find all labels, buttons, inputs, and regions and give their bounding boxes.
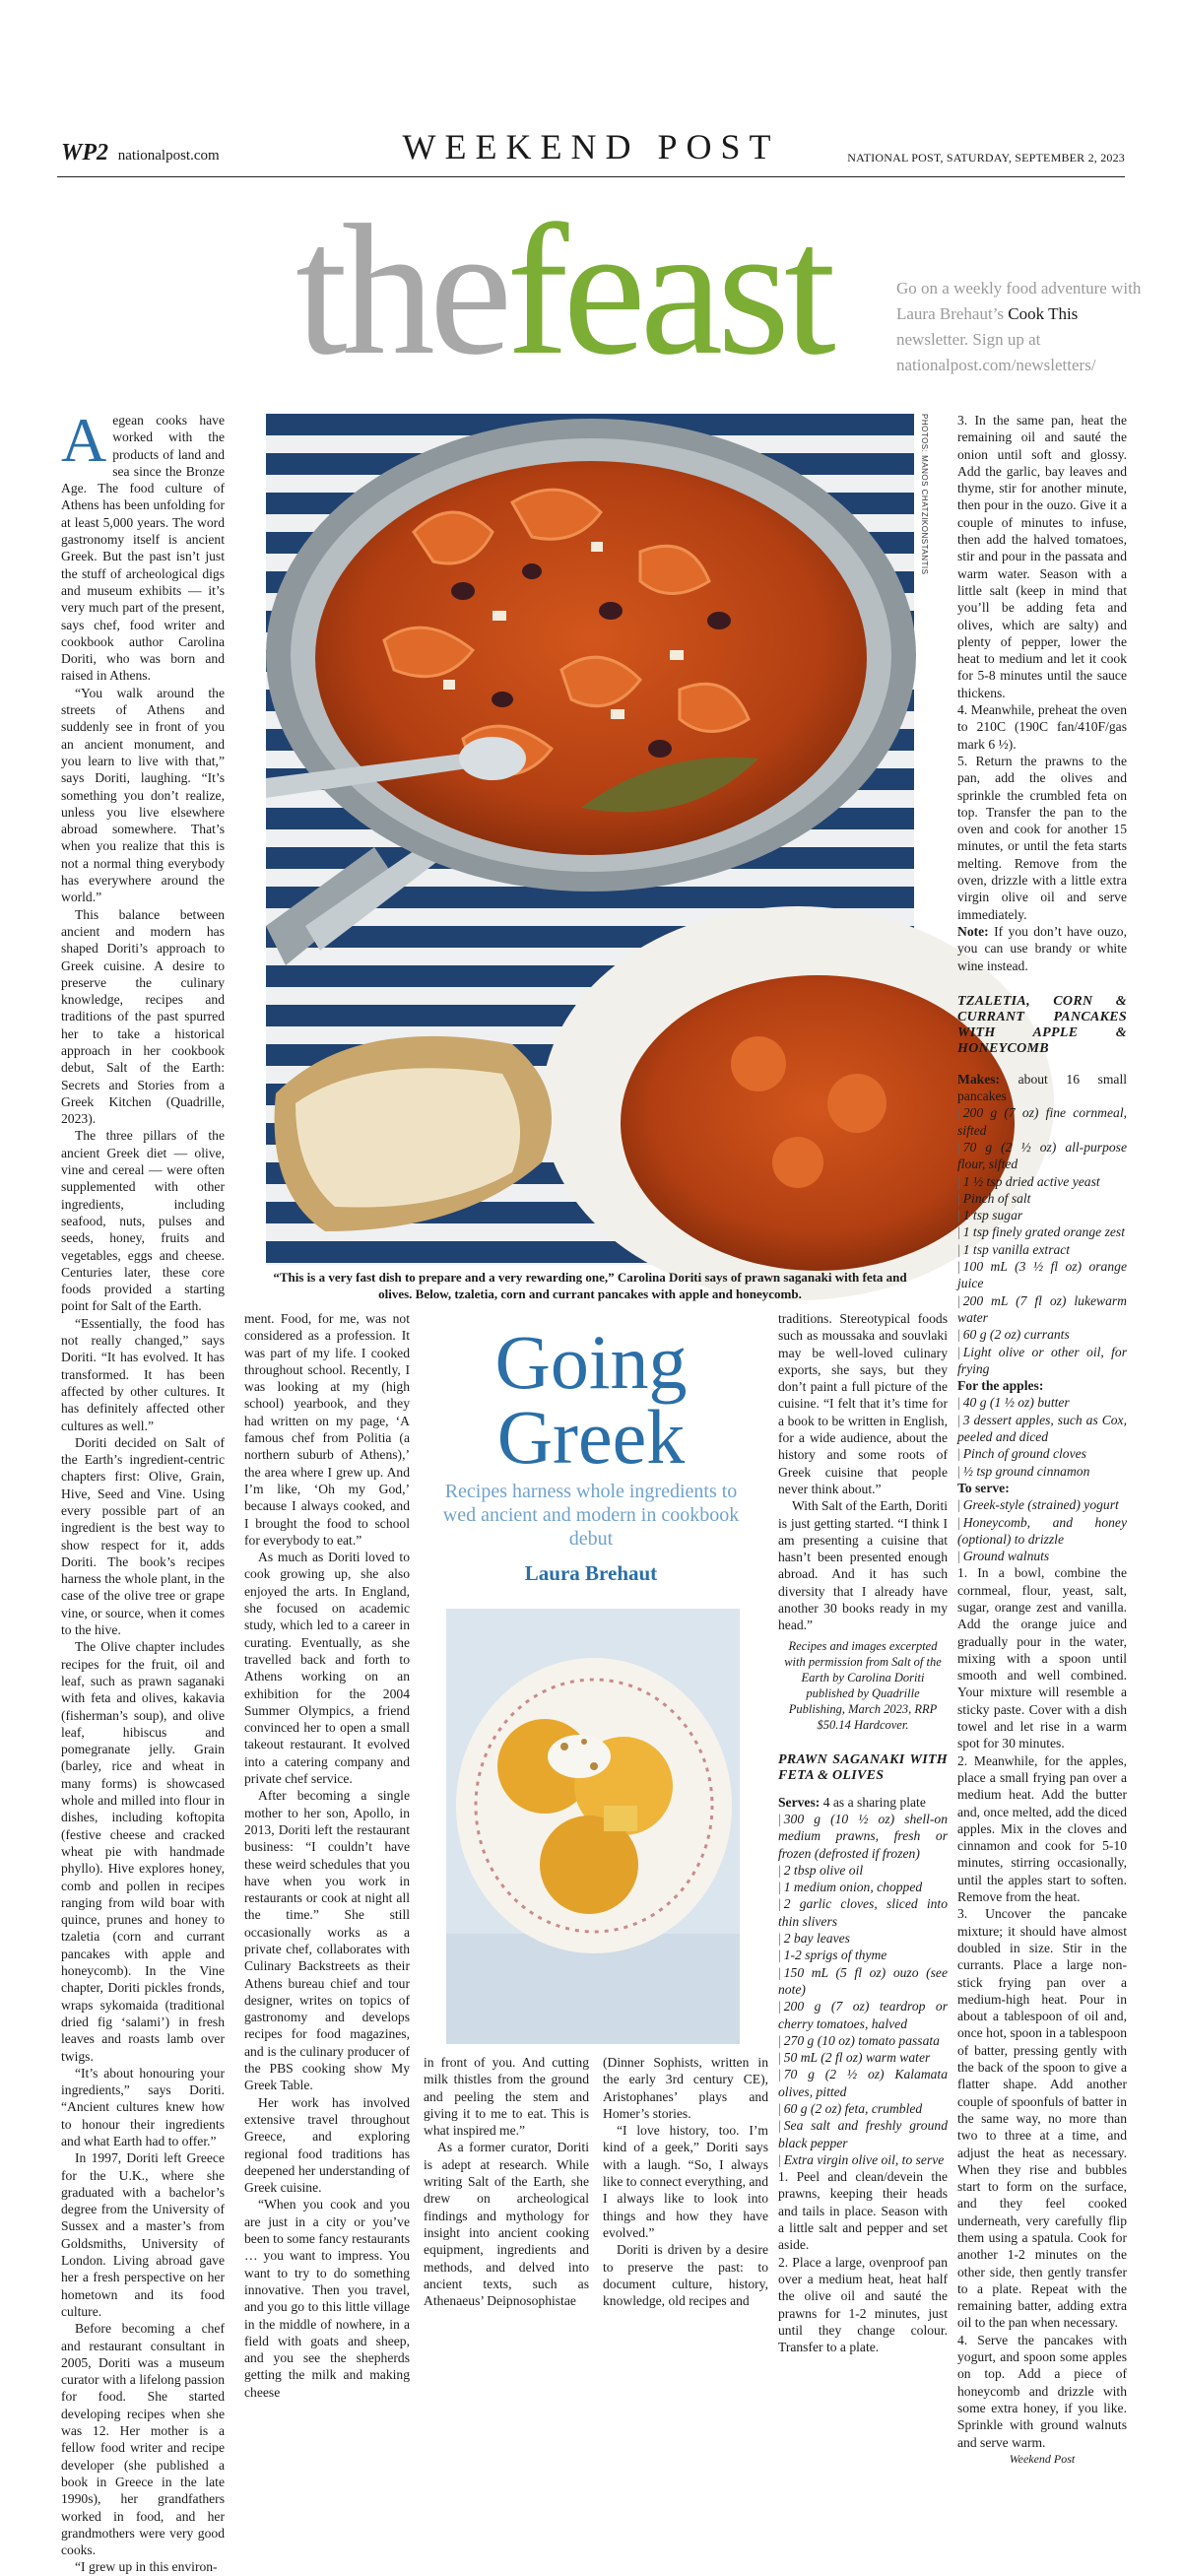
page-label: WP2 <box>61 140 108 165</box>
feast-logo-the: the <box>296 187 507 394</box>
feast-logo <box>296 187 830 394</box>
ingredient-item: | 3 dessert apples, such as Cox, peeled and diced <box>957 1412 1127 1445</box>
recipe-step: 1. Peel and clean/devein the prawns, keeping their heads and tails in place. Season with a little salt and pepper and set aside. <box>778 2169 948 2253</box>
recipe-note: Note: If you don’t have ouzo, you can use brandy or white wine instead. <box>957 923 1127 973</box>
recipe-step: 5. Return the prawns to the pan, add the olives and sprinkle the crumbled feta on top. Transfer the pan to the oven and cook for another 15 minutes, or until the feta starts melting. Remove from the oven, drizzle with a little extra virgin olive oil and serve immediately. <box>957 753 1127 922</box>
promo-link[interactable]: newsletter. Sign up at nationalpost.com/newsletters/ <box>896 330 1096 374</box>
tzaletia-makes: Makes: about 16 small pancakes <box>957 1071 1128 1104</box>
article-paragraph: As a former curator, Doriti is adept at research. While writing Salt of the Earth, she drew on archeological findings and mythology for insight into ancient cooking equipment, ingredients and methods, and delved into ancient texts, such as Athenaeus’ Deipnosophistae <box>424 2140 589 2309</box>
recipe-step: 4. Serve the pancakes with yogurt, and spoon some apples on top. Add a piece of honeycomb and drizzle with some extra honey, if you like. Sprinkle with ground walnuts and serve warm. <box>957 2332 1127 2450</box>
photo-credit: PHOTOS: MANOS CHATZIKONSTANTIS <box>920 414 929 575</box>
article-paragraph: “You walk around the streets of Athens and suddenly see in front of you an ancient monument, and you learn to live with that,” says Doriti, laughing. “It’s something you don’t realize, unless you live elsewhere abroad somewhere. That’s when you realize that this is not a normal thing everybody has everywhere around the world.” <box>61 685 225 905</box>
article-paragraph: Before becoming a chef and restaurant consultant in 2005, Doriti was a museum curator with a lifelong passion for food. She started developing recipes when she was 12. Her mother is a fellow food writer and recipe developer (she published a book in Greece in the late 1990s), her grandfathers worked in food, and her grandmothers were very good cooks. <box>61 2321 225 2558</box>
ingredient-item: | Pinch of ground cloves <box>957 1446 1086 1462</box>
ingredient-item: | 60 g (2 oz) currants <box>957 1327 1070 1343</box>
excerpt-credit: Recipes and images excerpted with permission from Salt of the Earth by Carolina Doriti published by Quadrille Publishing, March 2023, RRP $50.14 Hardcover. <box>784 1638 942 1732</box>
article-column-3 <box>424 2054 589 2309</box>
ingredient-item: | 2 tbsp olive oil <box>778 1862 864 1878</box>
ingredient-item: | 150 mL (5 fl oz) ouzo (see note) <box>778 1964 948 1997</box>
article-paragraph: This balance between ancient and modern has shaped Doriti’s approach to Greek cuisine. A desire to preserve the culinary knowledge, recipes and traditions of the past spurred her to take a historical approach in her cookbook debut, Salt of the Earth: Secrets and Stories from a Greek Kitchen (Quadrille, 2023). <box>61 906 225 1127</box>
article-paragraph: “When you cook and you are just in a city or you’ve been to some fancy restaurants … you want to impress. You want to try to do something innovative. Then you travel, and you go to this little village in the middle of nowhere, in a field with goats and sheep, and you see the shepherds getting the milk and making cheese <box>244 2197 410 2400</box>
recipe-step: 3. Uncover the pancake mixture; it should have almost doubled in size. Stir in the currants. Place a large non-stick frying pan over a medium-high heat. Pour in about a tablespoon of oil and, once hot, spoon in a tablespoon of batter, pressing gently with the back of the spoon to give a flatter shape. Add another couple of spoonfuls of batter in the same way, no more than two to three at a time, and adjust the heat as necessary. When they rise and bubbles start to form on the surface, and they feel cooked underneath, very carefully flip them using a spatula. Cook for another 1-2 minutes on the other side, then gently transfer to a plate. Repeat with the remaining batter, adding extra oil to the pan when necessary. <box>957 1906 1127 2331</box>
ingredient-item: | 1-2 sprigs of thyme <box>778 1948 887 1963</box>
article-paragraph: in front of you. And cutting milk thistles from the ground and peeling the stem and giving it to me to eat. This is what inspired me.” <box>424 2055 589 2139</box>
recipe-step: 2. Meanwhile, for the apples, place a small frying pan over a medium heat. Add the butter and, once melted, add the diced apples. Mix in the cloves and cinnamon and cook for 5-10 minutes, stirring occasionally, until the apples start to soften. Remove from the heat. <box>957 1752 1127 1905</box>
ingredient-item: | Extra virgin olive oil, to serve <box>778 2151 945 2167</box>
main-photo-prawn-saganaki <box>266 414 914 1265</box>
article-paragraph: ment. Food, for me, was not considered as a profession. It was part of my life. I cooked throughout school. Recently, I was looking at my (high school) yearbook, and they had written on my page, ‘A famous chef from Politia (a northern suburb of Athens),’ the area where I grew up. And I’m like, ‘Oh my God,’ because I always cooked, and I brought the food to school for everybody to eat.” <box>244 1311 410 1548</box>
ingredient-item: | 1 tsp vanilla extract <box>957 1241 1071 1257</box>
ingredient-item: | 1 ½ tsp dried active yeast <box>957 1173 1100 1189</box>
article-column-5 <box>778 1310 949 2355</box>
promo-newsletter-name: Cook This <box>1008 304 1079 323</box>
newsletter-promo <box>896 276 1152 378</box>
recipe-step: 1. In a bowl, combine the cornmeal, flour, yeast, salt, sugar, orange zest and vanilla. Add the orange juice and gradually pour in the water, mixing with a spoon until smooth and well combined. Your mixture will resemble a sticky paste. Cover with a dish towel and let rise in a warm spot for 30 minutes. <box>957 1565 1127 1751</box>
dateline: NATIONAL POST, SATURDAY, SEPTEMBER 2, 2023 <box>847 151 1125 165</box>
prawn-pan-illustration <box>266 414 914 1265</box>
article-paragraph: Aegean cooks have worked with the products of land and sea since the Bronze Age. The food culture of Athens has been unfolding for at least 5,000 years. The word gastronomy itself is ancient Greek. But the past isn’t just the stuff of archeological digs and museum exhibits — it’s very much part of the present, says chef, food writer and cookbook author Carolina Doriti, who was born and raised in Athens. <box>61 405 225 684</box>
ingredient-item: | 50 mL (2 fl oz) warm water <box>778 2050 931 2066</box>
ingredient-item: | 70 g (2 ½ oz) Kalamata olives, pitted <box>778 2067 948 2099</box>
promo-lead: Go on a weekly food adventure with Laura Brehaut’s <box>896 279 1142 323</box>
prawn-ingredient-list <box>778 1811 948 2168</box>
headline: Going Greek <box>494 1319 688 1480</box>
site-link[interactable]: nationalpost.com <box>117 148 220 164</box>
ingredient-item: | Light olive or other oil, for frying <box>957 1344 1127 1376</box>
article-paragraph: “It’s about honouring your ingredients,” says Doriti. “Ancient cultures knew how to honour their ingredients and what Earth had to offer.” <box>61 2065 225 2148</box>
article-paragraph: traditions. Stereotypical foods such as moussaka and souvlaki may be well-loved culinary exports, she says, but they don’t paint a full picture of the cuisine. “I felt that it’s time for a book to be written in English, for a wide audience, about the history and some roots of Greek cuisine that people never think about.” <box>778 1311 948 1496</box>
recipe-step: 2. Place a large, ovenproof pan over a medium heat, heat half the olive oil and sauté the prawns for 1-2 minutes, just until they change colour. Transfer to a plate. <box>778 2254 948 2355</box>
signoff: Weekend Post <box>1009 2451 1076 2466</box>
article-column-1 <box>61 405 225 2575</box>
drop-cap: A <box>61 405 107 475</box>
byline: Laura Brehaut <box>524 1561 658 1585</box>
ingredient-item: | 1 medium onion, chopped <box>778 1880 923 1895</box>
recipe-title-tzaletia: TZALETIA, CORN & CURRANT PANCAKES WITH APPLE & HONEYCOMB <box>957 993 1127 1056</box>
article-paragraph: “Essentially, the food has not really changed,” says Doriti. “It has evolved. It has transformed. It has been affected by other cultures. It has definitely affected other cultures as well.” <box>61 1315 225 1433</box>
recipe-step: 4. Meanwhile, preheat the oven to 210C (190C fan/410F/gas mark 6 ½). <box>957 702 1127 752</box>
feast-logo-feast: feast <box>506 187 830 394</box>
article-column-2 <box>244 1310 410 2400</box>
article-paragraph: (Dinner Sophists, written in the early 3rd century CE), Aristophanes’ plays and Homer’s stories. <box>603 2055 768 2121</box>
ingredient-item: | 70 g (2 ½ oz) all-purpose flour, sifted <box>957 1139 1127 1172</box>
prawn-serves: Serves: 4 as a sharing plate <box>778 1794 926 1810</box>
ingredient-item: | 1 tsp finely grated orange zest <box>957 1224 1125 1240</box>
recipe-title-prawn: PRAWN SAGANAKI WITH FETA & OLIVES <box>778 1751 948 1783</box>
article-paragraph: “I grew up in this environ- <box>75 2559 218 2575</box>
serve-label: To serve: <box>957 1480 1010 1495</box>
article-paragraph: After becoming a single mother to her son, Apollo, in 2013, Doriti left the restaurant business: “I couldn’t have these weird schedules that you have when you work in restaurants or cook at night all the time.” She still occasionally works as a private chef, collaborates with Culinary Backstreets as their Athens bureau chief and tour designer, writes on topics of gastronomy and develops recipes for food magazines, and is the culinary producer of the PBS cooking show My Greek Table. <box>244 1788 410 2093</box>
pancake-plate-illustration <box>446 1609 740 2044</box>
article-paragraph: The three pillars of the ancient Greek diet — olive, vine and cereal — were often supplemented with other ingredients, including seafood, nuts, pulses and seeds, honey, fruits and vegetables, eggs and cheese. Centuries later, these core foods provided a starting point for Salt of the Earth. <box>61 1128 225 1314</box>
ingredient-item: | Ground walnuts <box>957 1549 1050 1564</box>
ingredient-item: | ½ tsp ground cinnamon <box>957 1463 1090 1479</box>
ingredient-item: | Pinch of salt <box>957 1190 1031 1206</box>
ingredient-item: | 100 mL (3 ½ fl oz) orange juice <box>957 1259 1127 1291</box>
recipe-step: 3. In the same pan, heat the remaining oil and sauté the onion until soft and glossy. Add the garlic, bay leaves and thyme, stir for another minute, then pour in the ouzo. Give it a couple of minutes to infuse, then add the halved tomatoes, stir and pour in the passata and warm water. Season with a little salt (keep in mind that you’ll be adding feta and olives, which are salty) and plenty of pepper, lower the heat to medium and let it cook for 5-8 minutes until the sauce thickens. <box>957 413 1127 700</box>
article-paragraph: The Olive chapter includes recipes for the fruit, oil and leaf, such as prawn saganaki with feta and olives, kakavia (fisherman’s soup), and olive leaf, hibiscus and pomegranate jelly. Grain (barley, rice and wheat in many forms) is showcased whole and milled into flour in dishes, including koftopita (festive cheese and cracked wheat pie with handmade phyllo). Hive explores honey, comb and pollen in recipes ranging from wild boar with quince, prunes and honey to tzaletia (corn and currant pancakes with apple and honeycomb). In the Vine chapter, Doriti pickles fronds, wraps sykomaida (traditional dried fig ‘salami’) in fresh leaves and roasts lamb over twigs. <box>61 1639 225 2064</box>
tzaletia-ingredient-list <box>957 1104 1127 1377</box>
article-paragraph: As much as Doriti loved to cook growing up, she also enjoyed the arts. In England, she focused on academic study, which led to a career in curating. Eventually, as she travelled back and forth to Athens working on an exhibition for the 2004 Summer Olympics, a friend convinced her to open a small takeout restaurant. It evolved into a catering company and private chef service. <box>244 1550 410 1787</box>
pancake-photo <box>446 1609 740 2044</box>
ingredient-item: | 2 garlic cloves, sliced into thin slivers <box>778 1896 948 1929</box>
ingredient-item: | 200 mL (7 fl oz) lukewarm water <box>957 1292 1127 1325</box>
ingredient-item: | Greek-style (strained) yogurt <box>957 1497 1119 1513</box>
photo-caption: “This is a very fast dish to prepare and a very rewarding one,” Carolina Doriti says of prawn saganaki with feta and olives. Below, tzaletia, corn and currant pancakes with apple and honeycomb. <box>273 1270 907 1301</box>
ingredient-item: | Honeycomb, and honey (optional) to drizzle <box>957 1514 1127 1547</box>
ingredient-item: | 270 g (10 oz) tomato passata <box>778 2032 940 2048</box>
article-paragraph: Her work has involved extensive travel throughout Greece, and exploring regional food traditions has deepened her understanding of Greek cuisine. <box>244 2094 410 2196</box>
ingredient-item: | 60 g (2 oz) feta, crumbled <box>778 2100 923 2116</box>
serve-ingredient-list <box>957 1496 1127 1564</box>
article-column-6 <box>957 412 1128 2466</box>
article-paragraph: In 1997, Doriti left Greece for the U.K., where she graduated with a bachelor’s degree from the University of Sussex and a master’s from Goldsmiths, University of London. Living abroad gave her a fresh perspective on her hometown and its food culture. <box>61 2150 225 2319</box>
ingredient-item: | 200 g (7 oz) fine cornmeal, sifted <box>957 1105 1127 1138</box>
ingredient-item: | 1 tsp sugar <box>957 1208 1023 1223</box>
masthead-rule <box>57 176 1125 177</box>
article-paragraph: With Salt of the Earth, Doriti is just getting started. “I think I am presenting a cuisine that hasn’t been presented enough abroad. And it has such diversity that I already have another 30 books ready in my head.” <box>778 1498 949 1633</box>
ingredient-item: | Sea salt and freshly ground black pepper <box>778 2118 948 2150</box>
article-paragraph: “I love history, too. I’m kind of a geek,” Doriti says with a laugh. “So, I always like to connect everything, and I always like to look into things and how they have evolved.” <box>603 2123 768 2240</box>
ingredient-item: | 2 bay leaves <box>778 1931 850 1947</box>
article-column-4 <box>603 2054 768 2309</box>
article-paragraph: Doriti decided on Salt of the Earth’s ingredient-centric chapters first: Olive, Grain, Hive, Seed and Vine. Using every possible part of an ingredient is the best way to show respect for it, adds Doriti. The book’s recipes harness the whole plant, in the case of the olive tree or grape vine, or source, when it comes to the hive. <box>61 1434 225 1638</box>
apples-ingredient-list <box>957 1394 1127 1479</box>
section-title: WEEKEND POST <box>402 127 780 166</box>
ingredient-item: | 200 g (7 oz) teardrop or cherry tomatoes, halved <box>778 1999 948 2031</box>
ingredient-item: | 300 g (10 ½ oz) shell-on medium prawns, fresh or frozen (defrosted if frozen) <box>778 1811 948 1861</box>
deck: Recipes harness whole ingredients to wed ancient and modern in cookbook debut <box>442 1481 740 1550</box>
ingredient-item: | 40 g (1 ½ oz) butter <box>957 1395 1070 1411</box>
article-paragraph: Doriti is driven by a desire to preserve the past: to document culture, history, knowledge, old recipes and <box>603 2242 768 2309</box>
apples-label: For the apples: <box>957 1378 1044 1394</box>
